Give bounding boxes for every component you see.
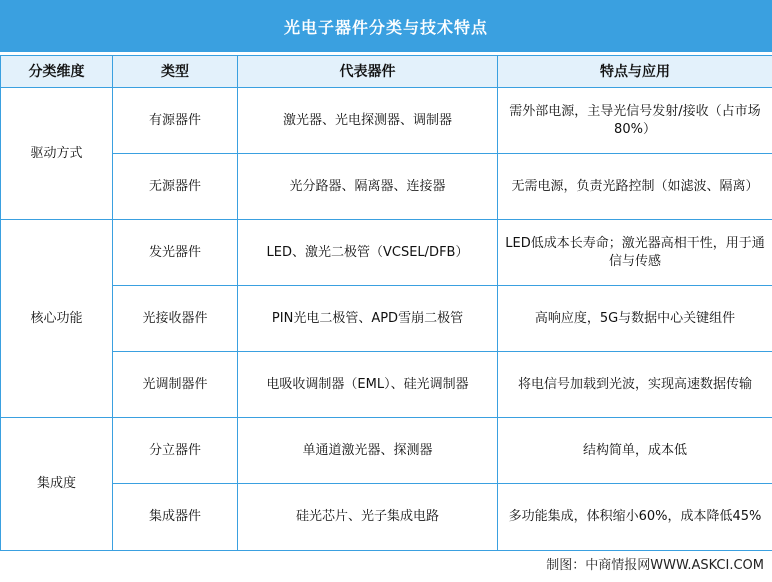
dimension-cell: 驱动方式 (1, 88, 113, 220)
features-cell: 结构简单，成本低 (498, 418, 772, 484)
classification-table (0, 55, 772, 551)
features-cell: 将电信号加载到光波，实现高速数据传输 (498, 352, 772, 418)
features-cell: 无需电源，负责光路控制（如滤波、隔离） (498, 154, 772, 220)
devices-cell: PIN光电二极管、APD雪崩二极管 (238, 286, 498, 352)
table-title: 光电子器件分类与技术特点 (0, 0, 772, 52)
type-cell: 无源器件 (113, 154, 238, 220)
header-devices: 代表器件 (238, 56, 498, 88)
devices-cell: 激光器、光电探测器、调制器 (238, 88, 498, 154)
table-row (1, 220, 772, 286)
type-cell: 光接收器件 (113, 286, 238, 352)
header-row (1, 56, 772, 88)
features-cell: 需外部电源，主导光信号发射/接收（占市场80%） (498, 88, 772, 154)
header-features: 特点与应用 (498, 56, 772, 88)
table-row (1, 286, 772, 352)
dimension-cell: 集成度 (1, 418, 113, 551)
table-row (1, 88, 772, 154)
source-credit: 制图：中商情报网WWW.ASKCI.COM (546, 558, 764, 573)
table-row (1, 154, 772, 220)
devices-cell: 光分路器、隔离器、连接器 (238, 154, 498, 220)
dimension-cell: 核心功能 (1, 220, 113, 418)
type-cell: 分立器件 (113, 418, 238, 484)
header-dimension: 分类维度 (1, 56, 113, 88)
devices-cell: 硅光芯片、光子集成电路 (238, 484, 498, 551)
type-cell: 发光器件 (113, 220, 238, 286)
table-row (1, 484, 772, 551)
features-cell: 多功能集成，体积缩小60%，成本降低45% (498, 484, 772, 551)
devices-cell: 单通道激光器、探测器 (238, 418, 498, 484)
devices-cell: 电吸收调制器（EML）、硅光调制器 (238, 352, 498, 418)
table-row (1, 418, 772, 484)
devices-cell: LED、激光二极管（VCSEL/DFB） (238, 220, 498, 286)
type-cell: 有源器件 (113, 88, 238, 154)
table-row (1, 352, 772, 418)
features-cell: LED低成本长寿命；激光器高相干性，用于通信与传感 (498, 220, 772, 286)
features-cell: 高响应度，5G与数据中心关键组件 (498, 286, 772, 352)
header-type: 类型 (113, 56, 238, 88)
type-cell: 光调制器件 (113, 352, 238, 418)
type-cell: 集成器件 (113, 484, 238, 551)
